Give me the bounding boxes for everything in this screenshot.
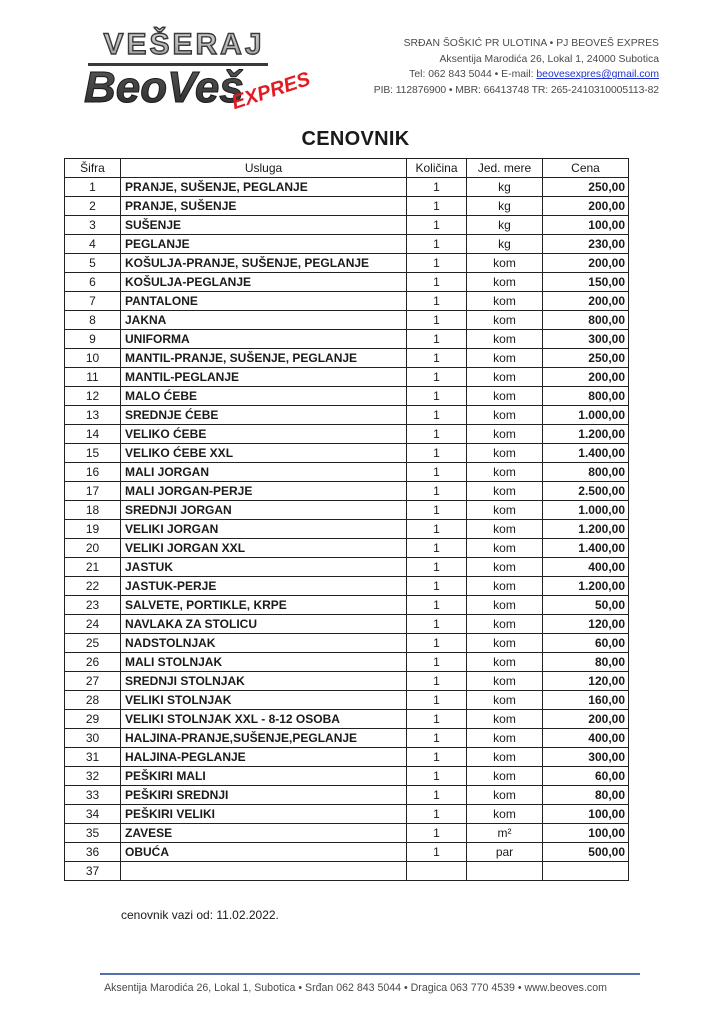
cell-jed-mere: kom [467, 577, 543, 596]
cell-cena: 500,00 [543, 843, 629, 862]
cell-kolicina: 1 [407, 653, 467, 672]
footer-divider [100, 973, 640, 975]
cell-usluga: PRANJE, SUŠENJE, PEGLANJE [121, 178, 407, 197]
company-address: Aksentija Marodića 26, Lokal 1, 24000 Subotica [439, 53, 659, 65]
header-jed-mere: Jed. mere [467, 159, 543, 178]
cell-jed-mere: kom [467, 615, 543, 634]
cell-kolicina: 1 [407, 349, 467, 368]
cell-cena: 100,00 [543, 824, 629, 843]
cell-usluga: PEŠKIRI SREDNJI [121, 786, 407, 805]
cell-usluga: VELIKI JORGAN [121, 520, 407, 539]
cell-cena: 120,00 [543, 672, 629, 691]
cell-sifra: 7 [65, 292, 121, 311]
cell-kolicina: 1 [407, 330, 467, 349]
cell-sifra: 15 [65, 444, 121, 463]
cell-usluga: SREDNJE ĆEBE [121, 406, 407, 425]
cell-cena: 230,00 [543, 235, 629, 254]
cell-kolicina: 1 [407, 767, 467, 786]
cell-kolicina [407, 862, 467, 881]
cell-kolicina: 1 [407, 387, 467, 406]
header-kolicina: Količina [407, 159, 467, 178]
cell-sifra: 36 [65, 843, 121, 862]
cell-usluga: VELIKO ĆEBE [121, 425, 407, 444]
company-contact [374, 67, 659, 83]
cell-cena: 400,00 [543, 558, 629, 577]
cell-usluga: SREDNJI JORGAN [121, 501, 407, 520]
cell-usluga: MALI JORGAN [121, 463, 407, 482]
cell-jed-mere: kg [467, 178, 543, 197]
cell-usluga: MANTIL-PRANJE, SUŠENJE, PEGLANJE [121, 349, 407, 368]
cell-jed-mere: kom [467, 634, 543, 653]
cell-sifra: 3 [65, 216, 121, 235]
cell-jed-mere: kom [467, 672, 543, 691]
cell-sifra: 18 [65, 501, 121, 520]
cell-kolicina: 1 [407, 596, 467, 615]
cell-cena: 200,00 [543, 368, 629, 387]
cell-sifra: 17 [65, 482, 121, 501]
cell-cena: 1.200,00 [543, 577, 629, 596]
cell-jed-mere: kom [467, 311, 543, 330]
cell-kolicina: 1 [407, 425, 467, 444]
cell-jed-mere: kom [467, 292, 543, 311]
cell-sifra: 10 [65, 349, 121, 368]
cell-usluga: MALI JORGAN-PERJE [121, 482, 407, 501]
table-row [65, 577, 629, 596]
table-row [65, 482, 629, 501]
table-row [65, 178, 629, 197]
cell-cena: 60,00 [543, 767, 629, 786]
table-row [65, 672, 629, 691]
cell-jed-mere: kg [467, 216, 543, 235]
cell-sifra: 9 [65, 330, 121, 349]
cell-cena: 1.000,00 [543, 501, 629, 520]
price-table [64, 158, 629, 881]
logo-top-word: VEŠERAJ [103, 28, 265, 61]
logo-main-word: BeoVeš [84, 63, 244, 112]
cell-cena: 250,00 [543, 178, 629, 197]
cell-sifra: 22 [65, 577, 121, 596]
cell-jed-mere: kom [467, 406, 543, 425]
cell-jed-mere: kom [467, 767, 543, 786]
cell-jed-mere: kom [467, 653, 543, 672]
table-row [65, 767, 629, 786]
cell-cena: 60,00 [543, 634, 629, 653]
cell-cena: 150,00 [543, 273, 629, 292]
table-row [65, 596, 629, 615]
cell-usluga: OBUĆA [121, 843, 407, 862]
cell-kolicina: 1 [407, 501, 467, 520]
cell-usluga: HALJINA-PRANJE,SUŠENJE,PEGLANJE [121, 729, 407, 748]
cell-sifra: 19 [65, 520, 121, 539]
cell-jed-mere: kom [467, 786, 543, 805]
cell-kolicina: 1 [407, 729, 467, 748]
cell-usluga: MALI STOLNJAK [121, 653, 407, 672]
cell-usluga: KOŠULJA-PRANJE, SUŠENJE, PEGLANJE [121, 254, 407, 273]
cell-cena: 1.400,00 [543, 539, 629, 558]
company-info [374, 36, 659, 98]
table-row [65, 615, 629, 634]
cell-sifra: 34 [65, 805, 121, 824]
cell-kolicina: 1 [407, 197, 467, 216]
cell-jed-mere: par [467, 843, 543, 862]
phone-text: Tel: 062 843 5044 • E-mail: [409, 69, 537, 81]
cell-jed-mere: kg [467, 235, 543, 254]
cell-sifra: 31 [65, 748, 121, 767]
table-row [65, 710, 629, 729]
cell-sifra: 32 [65, 767, 121, 786]
cell-usluga: PEŠKIRI MALI [121, 767, 407, 786]
table-row [65, 425, 629, 444]
cell-kolicina: 1 [407, 691, 467, 710]
cell-sifra: 24 [65, 615, 121, 634]
cell-jed-mere: kom [467, 520, 543, 539]
table-row [65, 330, 629, 349]
cell-kolicina: 1 [407, 292, 467, 311]
footer-text: Aksentija Marodića 26, Lokal 1, Subotica • Srđan 062 843 5044 • Dragica 063 770 4539 • www.beoves.com [104, 982, 607, 994]
header-sifra: Šifra [65, 159, 121, 178]
table-row [65, 387, 629, 406]
cell-jed-mere: kom [467, 691, 543, 710]
table-row [65, 292, 629, 311]
cell-jed-mere [467, 862, 543, 881]
cell-kolicina: 1 [407, 710, 467, 729]
cell-usluga: SALVETE, PORTIKLE, KRPE [121, 596, 407, 615]
cell-cena: 400,00 [543, 729, 629, 748]
cell-sifra: 33 [65, 786, 121, 805]
cell-sifra: 14 [65, 425, 121, 444]
cell-kolicina: 1 [407, 254, 467, 273]
page-title: CENOVNIK [301, 128, 410, 150]
cell-kolicina: 1 [407, 520, 467, 539]
cell-cena: 800,00 [543, 463, 629, 482]
cell-sifra: 5 [65, 254, 121, 273]
cell-kolicina: 1 [407, 482, 467, 501]
cell-cena: 1.400,00 [543, 444, 629, 463]
cell-jed-mere: kom [467, 330, 543, 349]
cell-cena: 50,00 [543, 596, 629, 615]
cell-usluga: PEGLANJE [121, 235, 407, 254]
cell-jed-mere: kom [467, 710, 543, 729]
table-row [65, 729, 629, 748]
cell-sifra: 11 [65, 368, 121, 387]
cell-jed-mere: kom [467, 387, 543, 406]
cell-usluga: NADSTOLNJAK [121, 634, 407, 653]
cell-jed-mere: kom [467, 425, 543, 444]
cell-sifra: 37 [65, 862, 121, 881]
cell-jed-mere: kom [467, 463, 543, 482]
table-header-row [65, 159, 629, 178]
cell-kolicina: 1 [407, 634, 467, 653]
cell-kolicina: 1 [407, 235, 467, 254]
cell-sifra: 23 [65, 596, 121, 615]
logo-sub-word: EXPRES [229, 68, 313, 115]
cell-kolicina: 1 [407, 216, 467, 235]
cell-kolicina: 1 [407, 672, 467, 691]
cell-sifra: 12 [65, 387, 121, 406]
table-row [65, 653, 629, 672]
cell-kolicina: 1 [407, 311, 467, 330]
cell-kolicina: 1 [407, 178, 467, 197]
cell-cena: 1.200,00 [543, 520, 629, 539]
table-row [65, 805, 629, 824]
cell-sifra: 2 [65, 197, 121, 216]
cell-cena: 2.500,00 [543, 482, 629, 501]
cell-usluga [121, 862, 407, 881]
table-row [65, 691, 629, 710]
cell-cena: 200,00 [543, 292, 629, 311]
cell-jed-mere: kom [467, 501, 543, 520]
cell-kolicina: 1 [407, 558, 467, 577]
table-row [65, 349, 629, 368]
cell-usluga: MALO ĆEBE [121, 387, 407, 406]
cell-usluga: PEŠKIRI VELIKI [121, 805, 407, 824]
cell-usluga: HALJINA-PEGLANJE [121, 748, 407, 767]
cell-kolicina: 1 [407, 463, 467, 482]
cell-usluga: SREDNJI STOLNJAK [121, 672, 407, 691]
cell-cena: 100,00 [543, 216, 629, 235]
cell-usluga: VELIKI STOLNJAK [121, 691, 407, 710]
table-row [65, 216, 629, 235]
table-row [65, 786, 629, 805]
table-row [65, 862, 629, 881]
cell-sifra: 28 [65, 691, 121, 710]
company-name: SRĐAN ŠOŠKIĆ PR ULOTINA • PJ BEOVEŠ EXPRES [403, 38, 659, 49]
table-row [65, 444, 629, 463]
cell-usluga: ZAVESE [121, 824, 407, 843]
table-row [65, 824, 629, 843]
cell-usluga: VELIKO ĆEBE XXL [121, 444, 407, 463]
cell-usluga: PRANJE, SUŠENJE [121, 197, 407, 216]
cell-usluga: VELIKI JORGAN XXL [121, 539, 407, 558]
cell-usluga: MANTIL-PEGLANJE [121, 368, 407, 387]
beoves-logo [78, 24, 313, 124]
table-body [65, 178, 629, 881]
cell-jed-mere: kom [467, 558, 543, 577]
cell-cena: 80,00 [543, 786, 629, 805]
cell-cena: 200,00 [543, 197, 629, 216]
cell-sifra: 30 [65, 729, 121, 748]
cell-sifra: 35 [65, 824, 121, 843]
cell-kolicina: 1 [407, 786, 467, 805]
header-cena: Cena [543, 159, 629, 178]
table-row [65, 463, 629, 482]
cell-cena [543, 862, 629, 881]
table-row [65, 634, 629, 653]
header-usluga: Usluga [121, 159, 407, 178]
cell-jed-mere: kom [467, 482, 543, 501]
table-row [65, 254, 629, 273]
cell-sifra: 26 [65, 653, 121, 672]
table-row [65, 235, 629, 254]
cell-kolicina: 1 [407, 406, 467, 425]
cell-jed-mere: kom [467, 805, 543, 824]
table-row [65, 539, 629, 558]
cell-sifra: 8 [65, 311, 121, 330]
table-row [65, 558, 629, 577]
cell-jed-mere: kom [467, 539, 543, 558]
cell-cena: 200,00 [543, 710, 629, 729]
cell-kolicina: 1 [407, 805, 467, 824]
table-row [65, 311, 629, 330]
cell-jed-mere: kom [467, 729, 543, 748]
cell-sifra: 6 [65, 273, 121, 292]
cell-usluga: VELIKI STOLNJAK XXL - 8-12 OSOBA [121, 710, 407, 729]
cell-kolicina: 1 [407, 577, 467, 596]
cell-kolicina: 1 [407, 368, 467, 387]
cell-sifra: 4 [65, 235, 121, 254]
cell-jed-mere: kom [467, 596, 543, 615]
cell-cena: 200,00 [543, 254, 629, 273]
cell-kolicina: 1 [407, 615, 467, 634]
cell-sifra: 16 [65, 463, 121, 482]
cell-cena: 800,00 [543, 387, 629, 406]
cell-cena: 120,00 [543, 615, 629, 634]
cell-cena: 80,00 [543, 653, 629, 672]
table-row [65, 748, 629, 767]
cell-usluga: JASTUK [121, 558, 407, 577]
cell-kolicina: 1 [407, 273, 467, 292]
table-row [65, 843, 629, 862]
cell-sifra: 21 [65, 558, 121, 577]
cell-sifra: 13 [65, 406, 121, 425]
cell-usluga: UNIFORMA [121, 330, 407, 349]
cell-cena: 800,00 [543, 311, 629, 330]
table-row [65, 501, 629, 520]
cell-sifra: 27 [65, 672, 121, 691]
cell-usluga: SUŠENJE [121, 216, 407, 235]
cell-jed-mere: kom [467, 254, 543, 273]
cell-cena: 1.200,00 [543, 425, 629, 444]
email-link[interactable]: beovesexpres@gmail.com [536, 69, 659, 81]
cell-usluga: NAVLAKA ZA STOLICU [121, 615, 407, 634]
cell-sifra: 20 [65, 539, 121, 558]
company-registration: PIB: 112876900 • MBR: 66413748 TR: 265-2410310005113-82 [373, 84, 659, 96]
cell-cena: 300,00 [543, 330, 629, 349]
cell-kolicina: 1 [407, 824, 467, 843]
cell-cena: 1.000,00 [543, 406, 629, 425]
table-row [65, 368, 629, 387]
cell-jed-mere: kom [467, 349, 543, 368]
cell-kolicina: 1 [407, 843, 467, 862]
table-row [65, 273, 629, 292]
cell-jed-mere: kom [467, 444, 543, 463]
cell-kolicina: 1 [407, 444, 467, 463]
cell-jed-mere: kom [467, 748, 543, 767]
cell-jed-mere: kg [467, 197, 543, 216]
cell-kolicina: 1 [407, 539, 467, 558]
cell-cena: 160,00 [543, 691, 629, 710]
cell-usluga: PANTALONE [121, 292, 407, 311]
cell-jed-mere: m² [467, 824, 543, 843]
cell-cena: 100,00 [543, 805, 629, 824]
cell-usluga: JAKNA [121, 311, 407, 330]
cell-sifra: 25 [65, 634, 121, 653]
table-row [65, 520, 629, 539]
table-row [65, 197, 629, 216]
cell-usluga: KOŠULJA-PEGLANJE [121, 273, 407, 292]
validity-note: cenovnik vazi od: 11.02.2022. [121, 908, 279, 922]
cell-kolicina: 1 [407, 748, 467, 767]
cell-sifra: 29 [65, 710, 121, 729]
table-row [65, 406, 629, 425]
cell-usluga: JASTUK-PERJE [121, 577, 407, 596]
cell-jed-mere: kom [467, 273, 543, 292]
cell-cena: 250,00 [543, 349, 629, 368]
cell-sifra: 1 [65, 178, 121, 197]
cell-cena: 300,00 [543, 748, 629, 767]
cell-jed-mere: kom [467, 368, 543, 387]
